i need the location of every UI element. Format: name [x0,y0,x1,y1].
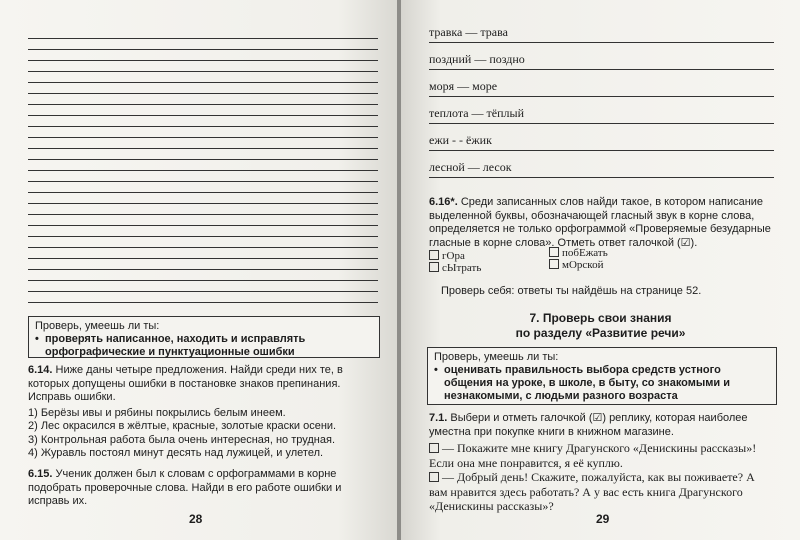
writing-line [28,126,378,127]
word-pair: теплота — тёплый [429,106,525,120]
word-pair-line [429,72,774,97]
writing-line [28,104,378,105]
writing-line [28,280,378,281]
answer-option[interactable] [429,262,481,274]
section-heading-line: по разделу «Развитие речи» [515,326,686,340]
skills-check-box-right [427,347,777,405]
writing-line [28,291,378,292]
writing-line [28,269,378,270]
word-pair: моря — море [429,79,498,93]
exercise-6-15 [28,468,380,509]
sentence-item: 2) Лес окрасился в жёлтые, красные, золотые краски осени. [28,420,337,432]
check-box-title: Проверь, умеешь ли ты: [35,320,160,332]
writing-line [28,203,378,204]
word-pair-line [429,153,774,178]
checkbox[interactable] [429,262,439,272]
section-heading [401,311,800,341]
writing-line [28,93,378,94]
writing-line [28,247,378,248]
checkbox[interactable] [429,250,439,260]
sentence-item: 3) Контрольная работа была очень интересная, но трудная. [28,433,335,446]
word-pair-line [429,99,774,124]
word-pair: травка — трава [429,25,508,39]
sentence-item: 1) Берёзы ивы и рябины покрылись белым инеем. [28,406,286,419]
page-number: 29 [596,512,610,526]
exercise-number: 7.1. [429,412,448,424]
exercise-number: 6.14. [28,364,53,376]
writing-line [28,181,378,182]
word-pair-line [429,126,774,151]
writing-line [28,302,378,303]
writing-line [28,137,378,138]
writing-line [28,38,378,39]
check-box-item: • оценивать правильность выбора средств устного общения на уроке, в школе, в быту, со знакомыми и незнакомыми, с людьми разного возраста [434,364,770,403]
writing-lines [28,38,378,308]
left-page [0,0,398,540]
checkbox[interactable] [429,472,439,482]
exercise-text: Ниже даны четыре предложения. Найди среди них те, в которых допущены ошибки в постановке знаков препинания. Исправь ошибки. [28,364,343,403]
writing-line [28,148,378,149]
writing-line [28,49,378,50]
word-pair: ежи - - ёжик [429,133,492,147]
exercise-6-14 [28,364,380,461]
word-pair: поздний — поздно [429,52,525,66]
reply-option[interactable] [429,470,774,514]
writing-line [28,170,378,171]
exercise-text: Среди записанных слов найди такое, в котором написание выделенной буквы, обозначающей гласный звук в корне слова, определяется не только орфограммой «Проверяемые безударные гласные в корне слова». Отметь ответ галочкой (☑). [429,196,771,249]
answer-option[interactable] [429,250,465,262]
exercise-text: Ученик должен был к словам с орфограммами в корне подобрать проверочные слова. Найди в его работе ошибки и исправь их. [28,468,342,507]
checkbox[interactable] [549,247,559,257]
exercise-text: Выбери и отметь галочкой (☑) реплику, которая наиболее уместна при покупке книги в книжном магазине. [429,412,748,438]
reply-text: — Покажите мне книгу Драгунского «Денискины рассказы»! Если она мне понравится, я её куплю. [429,441,757,470]
exercise-number: 6.15. [28,468,53,480]
writing-line [28,236,378,237]
word-pair: лесной — лесок [429,160,512,174]
writing-line [28,214,378,215]
section-heading-line: 7. Проверь свои знания [529,311,672,325]
reply-text: — Добрый день! Скажите, пожалуйста, как вы поживаете? А вам нравится здесь работать? А у вас есть книга Драгунского «Денискины рассказы»? [429,470,755,513]
sentence-item: 4) Журавль постоял минут десять над лужицей, и улетел. [28,447,324,459]
answer-option[interactable] [549,259,603,271]
skills-check-box-left [28,316,380,358]
reply-option[interactable] [429,441,774,470]
writing-line [28,115,378,116]
writing-line [28,192,378,193]
answer-option[interactable] [549,247,608,259]
check-box-item: • проверять написанное, находить и исправлять орфографические и пунктуационные ошибки [35,333,373,359]
exercise-6-16 [429,196,774,250]
option-label: гОра [442,250,465,262]
writing-line [28,258,378,259]
page-number: 28 [189,512,203,526]
writing-line [28,60,378,61]
option-label: побЕжать [562,247,608,259]
check-box-title: Проверь, умеешь ли ты: [434,351,559,363]
exercise-7-1 [429,412,774,439]
writing-line [28,159,378,160]
right-page [401,0,800,540]
writing-line [28,71,378,72]
checkbox[interactable] [429,443,439,453]
option-label: сЫтрать [442,262,482,274]
writing-line [28,82,378,83]
writing-line [28,225,378,226]
word-pair-line [429,45,774,70]
checkbox[interactable] [549,259,559,269]
option-label: мОрской [562,259,604,271]
word-pair-line [429,18,774,43]
exercise-number: 6.16*. [429,196,458,208]
self-check-note: Проверь себя: ответы ты найдёшь на странице 52. [441,285,702,297]
